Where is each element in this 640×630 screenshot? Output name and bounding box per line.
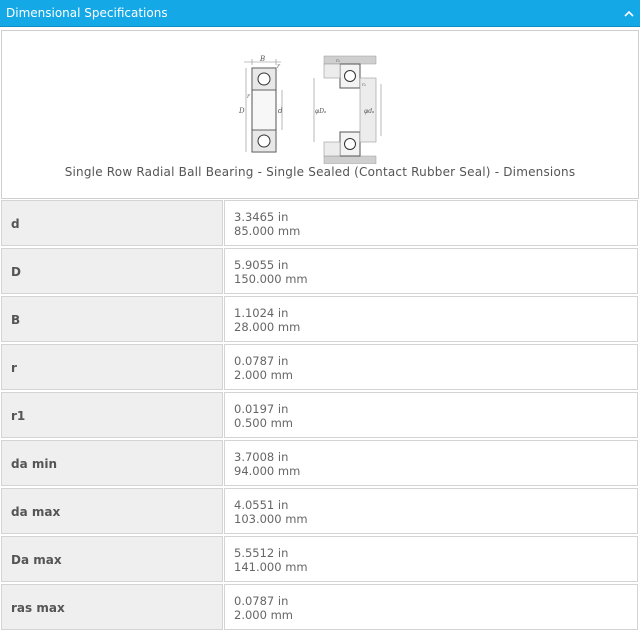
spec-value-cell [224, 392, 638, 438]
spec-label-cell [1, 392, 223, 438]
spec-label-cell [1, 584, 223, 630]
spec-value-cell [224, 488, 638, 534]
spec-value-mm: 103.000 mm [234, 512, 308, 526]
table-row [1, 248, 638, 294]
spec-value-mm: 141.000 mm [234, 560, 308, 574]
spec-label-cell [1, 248, 223, 294]
spec-value-cell [224, 296, 638, 342]
label-ras: rₐ [336, 58, 341, 64]
spec-label-cell [1, 200, 223, 246]
spec-value-in: 5.5512 in [234, 546, 289, 560]
diagram-panel [1, 30, 639, 199]
spec-label: da min [11, 457, 58, 471]
panel-header[interactable] [0, 0, 640, 27]
spec-value-mm: 150.000 mm [234, 272, 308, 286]
spec-label: d [11, 217, 20, 231]
spec-value-in: 3.3465 in [234, 210, 289, 224]
spec-label: Da max [11, 553, 62, 567]
spec-label-cell [1, 440, 223, 486]
spec-label: D [11, 265, 21, 279]
spec-value-cell [224, 440, 638, 486]
table-row [1, 536, 638, 582]
spec-value-in: 5.9055 in [234, 258, 289, 272]
label-d: d [278, 107, 283, 115]
spec-label-cell [1, 344, 223, 390]
label-ra: rₐ [362, 82, 367, 88]
table-row [1, 488, 638, 534]
bearing-section-drawing [244, 59, 282, 152]
spec-value-cell [224, 536, 638, 582]
label-r-top: r [277, 63, 280, 70]
spec-value-mm: 94.000 mm [234, 464, 301, 478]
label-Da: φDₐ [315, 108, 327, 115]
spec-value-in: 0.0787 in [234, 594, 289, 608]
spec-value-mm: 85.000 mm [234, 224, 301, 238]
label-r-left: r [247, 93, 250, 100]
label-B: B [260, 55, 266, 63]
spec-label-cell [1, 488, 223, 534]
label-da: φdₐ [364, 108, 375, 115]
diagram-caption: Single Row Radial Ball Bearing - Single Sealed (Contact Rubber Seal) - Dimensions [64, 165, 576, 179]
spec-value-in: 0.0197 in [234, 402, 289, 416]
spec-label: ras max [11, 601, 65, 615]
spec-label: r [11, 361, 17, 375]
spec-value-cell [224, 584, 638, 630]
chevron-up-icon[interactable] [622, 6, 636, 20]
table-row [1, 440, 638, 486]
spec-value-cell [224, 344, 638, 390]
table-row [1, 392, 638, 438]
table-row [1, 296, 638, 342]
table-row [1, 200, 638, 246]
spec-value-mm: 28.000 mm [234, 320, 301, 334]
spec-label-cell [1, 536, 223, 582]
spec-value-in: 0.0787 in [234, 354, 289, 368]
bearing-dimension-diagram [236, 54, 386, 164]
spec-label: B [11, 313, 21, 327]
spec-value-mm: 2.000 mm [234, 608, 293, 622]
spec-label-cell [1, 296, 223, 342]
panel-title: Dimensional Specifications [6, 6, 168, 20]
spec-value-mm: 2.000 mm [234, 368, 293, 382]
table-row [1, 584, 638, 630]
label-D: D [239, 107, 245, 115]
spec-label: da max [11, 505, 61, 519]
spec-value-cell [224, 200, 638, 246]
spec-value-in: 3.7008 in [234, 450, 289, 464]
spec-value-in: 4.0551 in [234, 498, 289, 512]
spec-value-mm: 0.500 mm [234, 416, 293, 430]
spec-value-cell [224, 248, 638, 294]
spec-value-in: 1.1024 in [234, 306, 289, 320]
table-row [1, 344, 638, 390]
spec-label: r1 [11, 409, 26, 423]
